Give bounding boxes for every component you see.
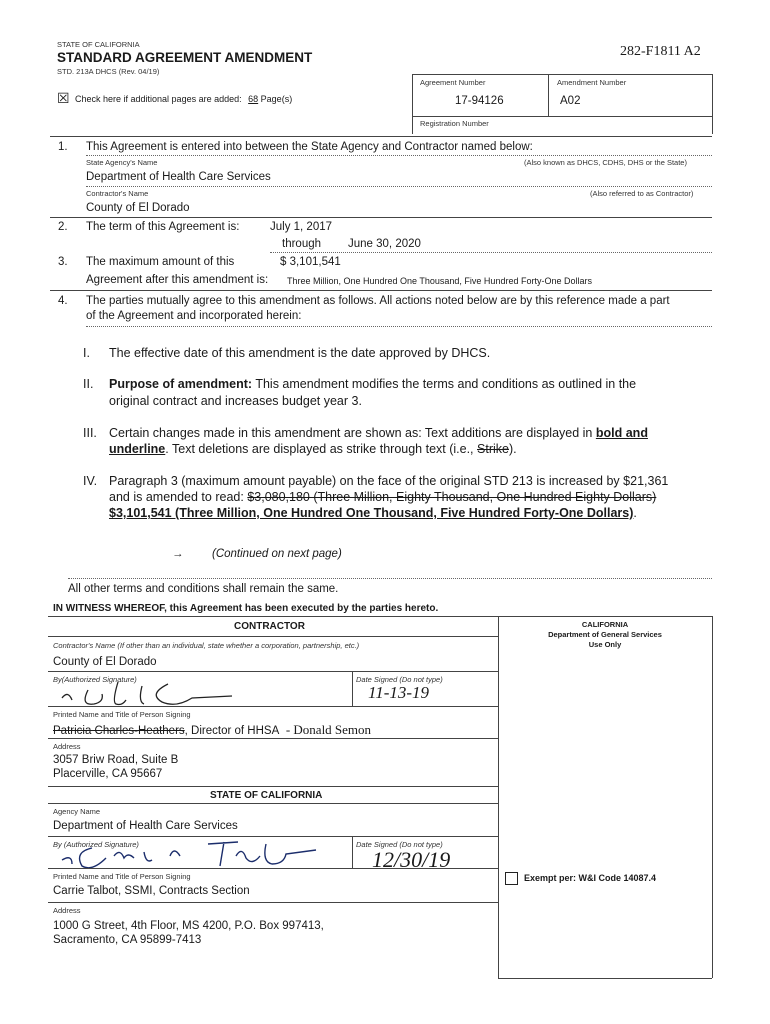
amendment-number: A02 — [560, 95, 581, 107]
max-amount: $ 3,101,541 — [280, 256, 341, 268]
form-code: STD. 213A DHCS (Rev. 04/19) — [57, 67, 160, 76]
item-iv-number: IV. — [83, 474, 98, 488]
section-3-text: The maximum amount of this — [86, 256, 235, 268]
term-end: June 30, 2020 — [348, 238, 421, 250]
contractor-header: CONTRACTOR — [234, 621, 305, 632]
state-printed-name: Carrie Talbot, SSMI, Contracts Section — [53, 885, 250, 897]
agreement-number: 17-94126 — [455, 95, 504, 107]
arrow-right-icon: → — [172, 548, 184, 560]
registration-number-label: Registration Number — [420, 119, 489, 128]
max-amount-words: Three Million, One Hundred One Thousand, Five Hundred Forty-One Dollars — [287, 276, 592, 286]
contractor-name-label-2: Contractor's Name (If other than an individual, state whether a corporation, partnership, etc.) — [53, 641, 360, 650]
item-iv-new-amount: $3,101,541 (Three Million, One Hundred One Thousand, Five Hundred Forty-One Dollars). — [109, 506, 637, 520]
state-of-california-label: STATE OF CALIFORNIA — [57, 40, 140, 49]
contractor-address-label: Address — [53, 742, 81, 751]
section-3-text-2: Agreement after this amendment is: — [86, 274, 269, 286]
item-i-number: I. — [83, 346, 90, 360]
agency-name-label-2: Agency Name — [53, 807, 101, 816]
document-id: 282-F1811 A2 — [620, 44, 701, 59]
item-iii-text-2: underline. Text deletions are displayed as strike through text (i.e., Strike). — [109, 442, 517, 456]
state-signature — [58, 838, 328, 872]
section-4-text-1: The parties mutually agree to this amendment as follows. All actions noted below are by this reference made a part — [86, 295, 670, 307]
amendment-number-label: Amendment Number — [557, 78, 627, 87]
agency-name-label: State Agency's Name — [86, 158, 158, 167]
section-4-text-2: of the Agreement and incorporated herein: — [86, 310, 302, 322]
contractor-address-line-2: Placerville, CA 95667 — [53, 768, 163, 780]
state-printed-label: Printed Name and Title of Person Signing — [53, 872, 191, 881]
term-start: July 1, 2017 — [270, 221, 333, 233]
item-iii-number: III. — [83, 426, 97, 440]
item-iv-text-2: and is amended to read: $3,080,180 (Three Million, Eighty Thousand, One Hundred Eighty Dollars) — [109, 490, 657, 504]
agency-name: Department of Health Care Services — [86, 171, 271, 183]
agreement-number-label: Agreement Number — [420, 78, 486, 87]
form-title: STANDARD AGREEMENT AMENDMENT — [57, 50, 313, 65]
item-iv-text-1: Paragraph 3 (maximum amount payable) on the face of the original STD 213 is increased by $21,361 — [109, 474, 669, 488]
contractor-name-2: County of El Dorado — [53, 656, 157, 668]
other-terms: All other terms and conditions shall remain the same. — [68, 583, 339, 595]
exempt-label: Exempt per: W&I Code 14087.4 — [524, 873, 657, 883]
item-ii-text-1: Purpose of amendment: This amendment modifies the terms and conditions as outlined in the — [109, 377, 637, 391]
state-by-label: By (Authorized Signature) — [53, 840, 139, 849]
contractor-date-label: Date Signed (Do not type) — [356, 675, 443, 684]
term-through: through — [282, 238, 322, 250]
contractor-aka: (Also referred to as Contractor) — [590, 189, 694, 198]
contractor-address-line-1: 3057 Briw Road, Suite B — [53, 754, 179, 766]
item-ii-number: II. — [83, 377, 94, 391]
contractor-date-signed: 11-13-19 — [368, 683, 430, 702]
continued-note: (Continued on next page) — [212, 548, 342, 560]
exempt-checkbox[interactable] — [505, 872, 518, 885]
state-address-label: Address — [53, 906, 81, 915]
contractor-by-label: By(Authorized Signature) — [53, 675, 137, 684]
contractor-name-label: Contractor's Name — [86, 189, 149, 198]
witness-statement: IN WITNESS WHEREOF, this Agreement has been executed by the parties hereto. — [53, 603, 439, 614]
contractor-name: County of El Dorado — [86, 202, 190, 214]
agency-aka: (Also known as DHCS, CDHS, DHS or the State) — [524, 158, 687, 167]
section-2-text: The term of this Agreement is: — [86, 221, 240, 233]
section-2-number: 2. — [58, 221, 68, 233]
state-header: STATE OF CALIFORNIA — [210, 790, 323, 801]
agency-name-2: Department of Health Care Services — [53, 820, 238, 832]
section-4-number: 4. — [58, 295, 68, 307]
additional-pages-label: Check here if additional pages are added: 68 Page(s) — [75, 94, 293, 104]
contractor-signature — [58, 678, 258, 708]
section-3-number: 3. — [58, 256, 68, 268]
state-address-line-1: 1000 G Street, 4th Floor, MS 4200, P.O. Box 997413, — [53, 920, 324, 932]
section-1-number: 1. — [58, 141, 68, 153]
state-date-label: Date Signed (Do not type) — [356, 840, 443, 849]
pages-count: 68 — [248, 94, 259, 104]
checked-box-icon[interactable]: ☒ — [57, 90, 70, 106]
state-date-signed: 12/30/19 — [372, 847, 451, 872]
section-1-text: This Agreement is entered into between the State Agency and Contractor named below: — [86, 141, 533, 153]
state-address-line-2: Sacramento, CA 95899-7413 — [53, 934, 202, 946]
item-ii-text-2: original contract and increases budget year 3. — [109, 394, 362, 408]
item-i-text: The effective date of this amendment is the date approved by DHCS. — [109, 346, 491, 360]
dgs-use-only: CALIFORNIA Department of General Services Use Only — [548, 620, 662, 649]
item-iii-text-1: Certain changes made in this amendment are shown as: Text additions are displayed in bold and — [109, 426, 648, 440]
contractor-printed-label: Printed Name and Title of Person Signing — [53, 710, 191, 719]
contractor-printed-name: Patricia Charles-Heathers, Director of HHSA - Donald Semon — [53, 722, 372, 737]
